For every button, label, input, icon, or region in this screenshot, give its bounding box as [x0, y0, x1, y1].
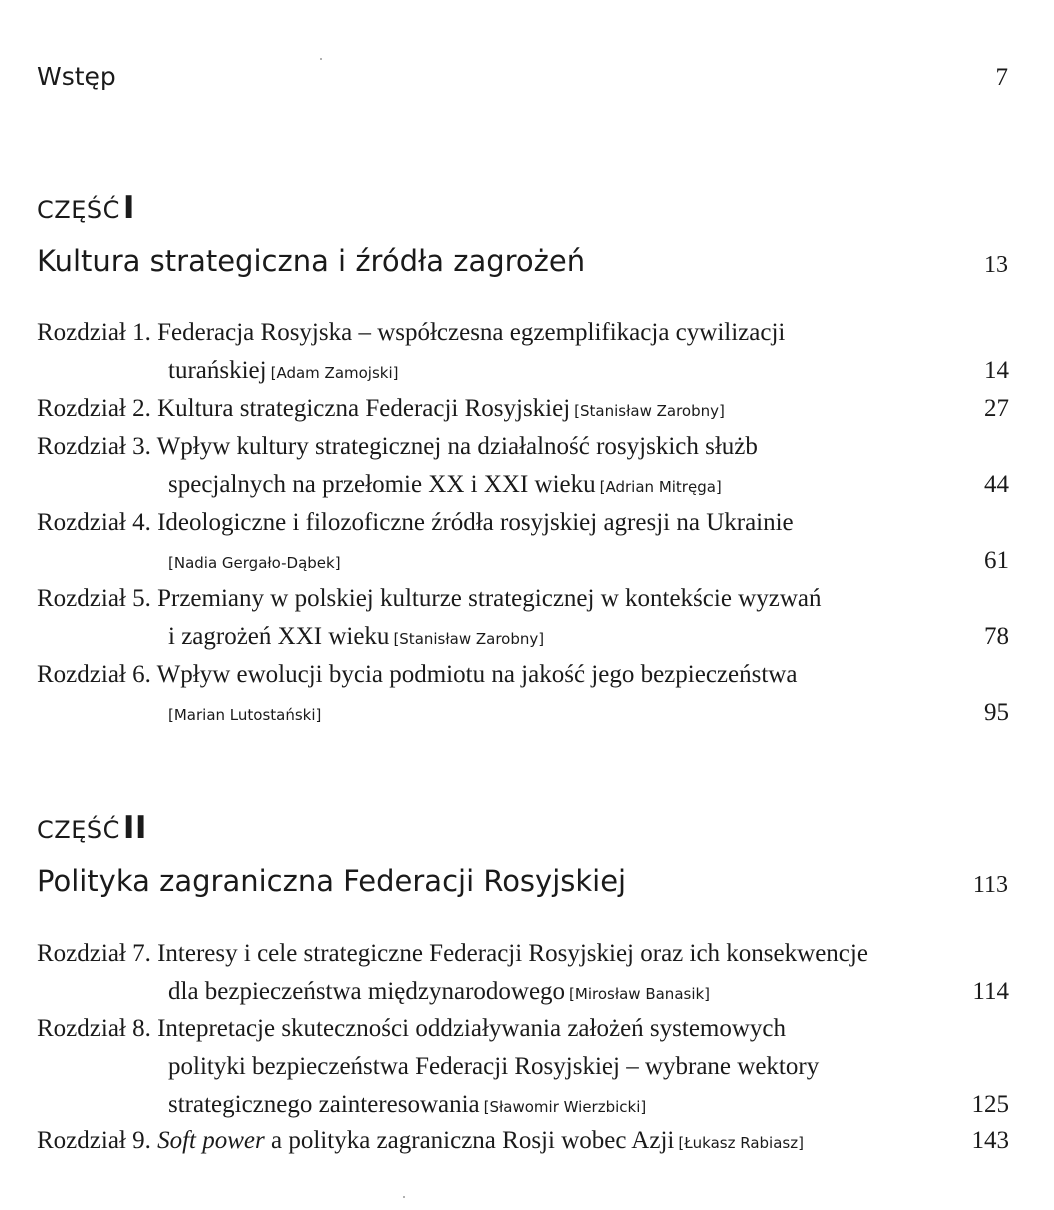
chapter-page-number: 14	[984, 357, 1009, 384]
chapter-label: Rozdział 1.	[37, 319, 151, 346]
scan-speck	[403, 1196, 405, 1198]
chapter-author: [Marian Lutostański]	[168, 706, 322, 724]
chapter-title-line: Ideologiczne i filozoficzne źródła rosyjskiej agresji na Ukrainie	[157, 509, 794, 536]
chapter-title-line: polityki bezpieczeństwa Federacji Rosyjskiej – wybrane wektory	[168, 1053, 820, 1080]
chapter-label: Rozdział 4.	[37, 509, 151, 536]
toc-entry-chapter-1[interactable]	[37, 314, 1009, 390]
intro-page-number: 7	[995, 64, 1008, 91]
part-label-text: CZĘŚĆ	[37, 816, 120, 844]
toc-entry-chapter-2[interactable]	[37, 390, 1009, 428]
part-label-text: CZĘŚĆ	[37, 196, 120, 224]
chapter-page-number: 61	[984, 547, 1009, 574]
chapter-label: Rozdział 8.	[37, 1015, 151, 1042]
chapter-title-line: dla bezpieczeństwa międzynarodowego	[168, 978, 566, 1005]
chapter-title-line: Kultura strategiczna Federacji Rosyjskiej	[157, 395, 571, 422]
chapter-title-line: Intepretacje skuteczności oddziaływania założeń systemowych	[157, 1015, 787, 1042]
chapter-title-line: strategicznego zainteresowania	[168, 1091, 480, 1118]
chapter-page-number: 114	[972, 978, 1009, 1005]
chapter-title-line: Wpływ ewolucji bycia podmiotu na jakość jego bezpieczeństwa	[156, 661, 798, 688]
toc-entry-chapter-3[interactable]	[37, 428, 1009, 504]
chapter-page-number: 27	[984, 395, 1009, 422]
toc-entry-chapter-9[interactable]	[37, 1122, 1009, 1160]
chapter-label: Rozdział 5.	[37, 585, 151, 612]
chapter-author: [Stanisław Zarobny]	[574, 402, 725, 420]
part-numeral: II	[122, 810, 147, 846]
part-1-title: Kultura strategiczna i źródła zagrożeń	[37, 244, 586, 278]
chapter-label: Rozdział 7.	[37, 940, 151, 967]
chapter-label: Rozdział 6.	[37, 661, 151, 688]
chapter-page-number: 125	[971, 1091, 1009, 1118]
toc-entry-chapter-4[interactable]	[37, 504, 1009, 580]
toc-entry-chapter-5[interactable]	[37, 580, 1009, 656]
toc-entry-chapter-6[interactable]	[37, 656, 1009, 732]
part-1-label	[37, 190, 135, 226]
part-2-label	[37, 810, 147, 846]
intro-title: Wstęp	[37, 62, 116, 91]
chapter-title-line: Interesy i cele strategiczne Federacji Rosyjskiej oraz ich konsekwencje	[157, 940, 868, 967]
chapter-author: [Nadia Gergało-Dąbek]	[168, 554, 341, 572]
chapter-title-line: Przemiany w polskiej kulturze strategicznej w kontekście wyzwań	[157, 585, 822, 612]
chapter-author: [Sławomir Wierzbicki]	[483, 1098, 647, 1116]
chapter-label: Rozdział 9.	[37, 1127, 151, 1154]
chapter-label: Rozdział 3.	[37, 433, 151, 460]
chapter-title-line: turańskiej	[168, 357, 267, 384]
part-2-page-number: 113	[972, 872, 1008, 898]
chapter-page-number: 143	[971, 1127, 1009, 1154]
chapter-author: [Łukasz Rabiasz]	[678, 1134, 804, 1152]
chapter-title-line: i zagrożeń XXI wieku	[168, 623, 390, 650]
part-numeral: I	[122, 190, 135, 226]
chapter-author: [Mirosław Banasik]	[569, 985, 711, 1003]
chapter-label: Rozdział 2.	[37, 395, 151, 422]
chapter-author: [Adam Zamojski]	[270, 364, 399, 382]
chapter-title-line: a polityka zagraniczna Rosji wobec Azji	[264, 1127, 675, 1154]
part-1-page-number: 13	[984, 252, 1008, 278]
chapter-title-line: Federacja Rosyjska – współczesna egzemplifikacja cywilizacji	[157, 319, 786, 346]
chapter-title-italic: Soft power	[157, 1127, 265, 1154]
chapter-title-line: specjalnych na przełomie XX i XXI wieku	[168, 471, 596, 498]
chapter-page-number: 78	[984, 623, 1009, 650]
toc-entry-chapter-8[interactable]	[37, 1010, 1009, 1124]
part-2-title: Polityka zagraniczna Federacji Rosyjskiej	[37, 864, 627, 898]
chapter-author: [Adrian Mitręga]	[599, 478, 722, 496]
chapter-title-line: Wpływ kultury strategicznej na działalność rosyjskich służb	[156, 433, 758, 460]
scan-speck	[320, 58, 322, 60]
chapter-author: [Stanisław Zarobny]	[393, 630, 545, 648]
chapter-page-number: 44	[984, 471, 1009, 498]
toc-entry-chapter-7[interactable]	[37, 935, 1009, 1011]
chapter-page-number: 95	[984, 699, 1009, 726]
